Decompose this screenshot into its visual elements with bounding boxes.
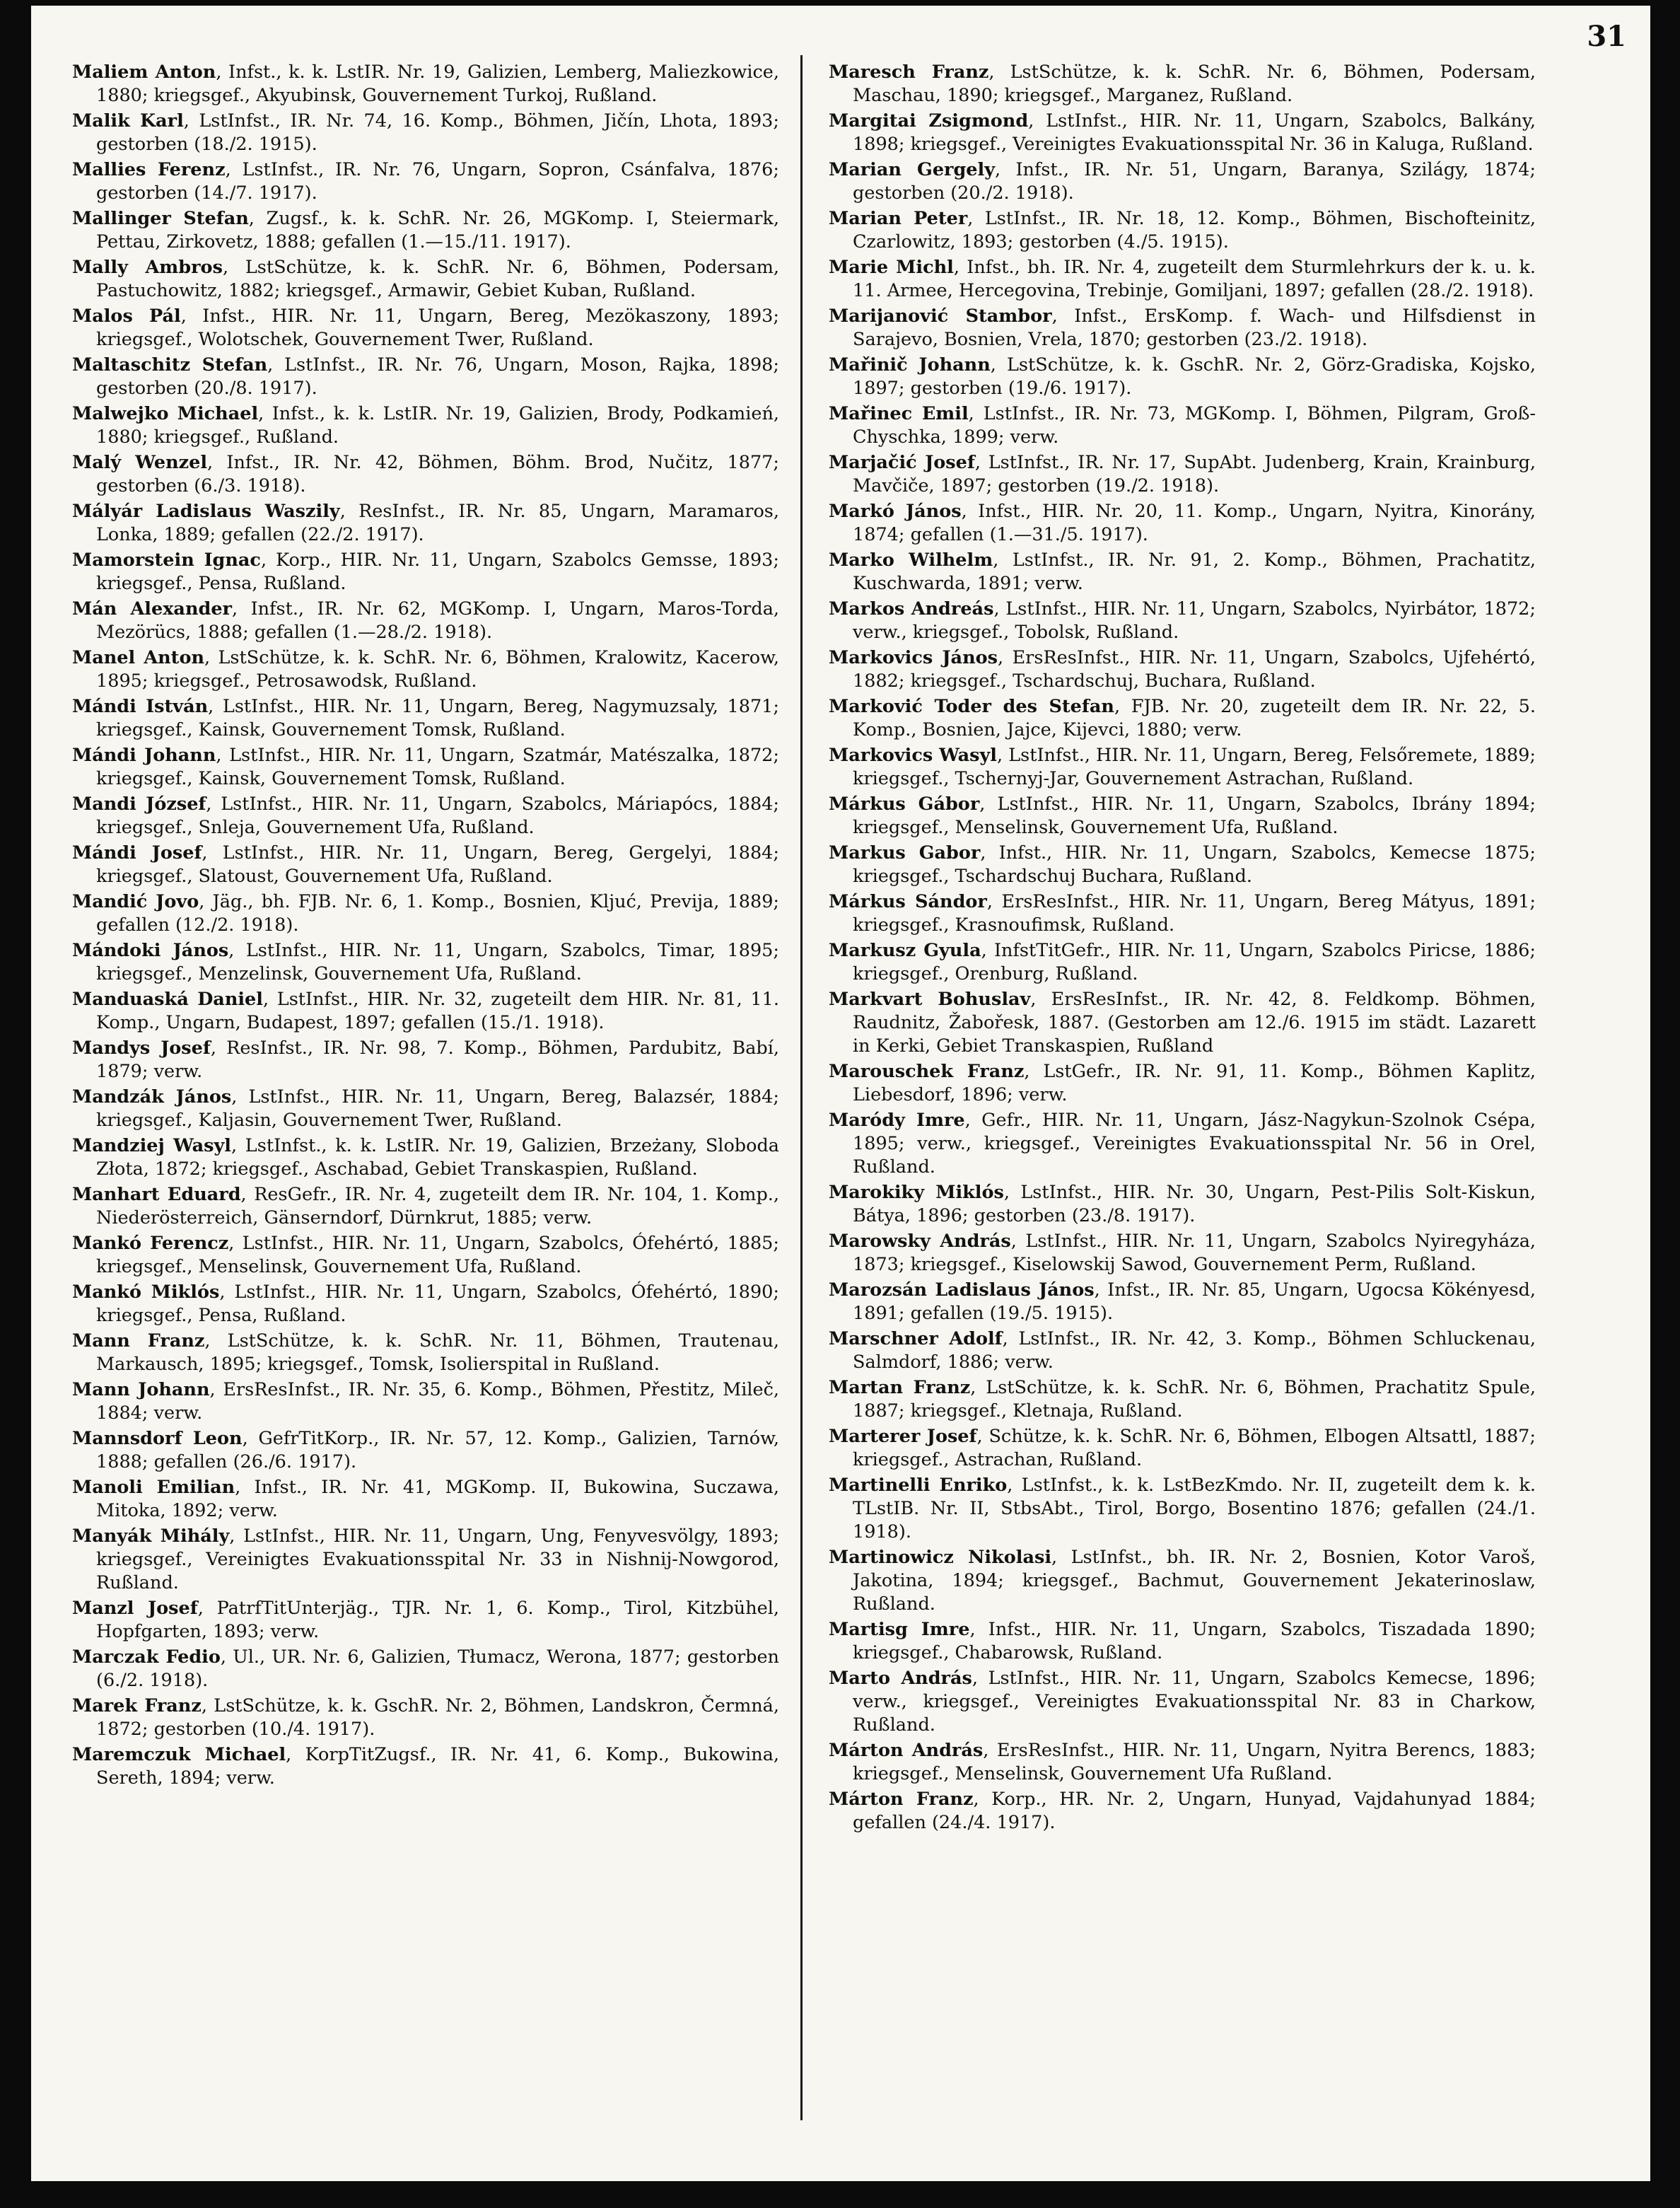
entry-details: Infst., k. k. LstIR. Nr. 19, Galizien, Brody, Podkamień, 1880; kriegsgef., Rußland. [96, 403, 779, 448]
entry-details: LstInfst., k. k. LstBezKmdo. Nr. II, zugeteilt dem k. k. TLstIB. Nr. II, StbsAbt., Tirol, Borgo, Bosentino 1876; gefallen (24./1. 1918). [853, 1475, 1536, 1542]
entry-details: PatrfTitUnterjäg., TJR. Nr. 1, 6. Komp., Tirol, Kitzbühel, Hopfgarten, 1893; verw. [96, 1598, 779, 1642]
entry-name: Martinowicz Nikolasi [829, 1547, 1052, 1568]
entry-details: LstInfst., HIR. Nr. 11, Ungarn, Szabolcs Nyiregyháza, 1873; kriegsgef., Kiselowskij Sawod, Gouvernement Perm, Rußland. [853, 1231, 1536, 1275]
entry-name: Martinelli Enriko [829, 1475, 1008, 1496]
entry-details: LstGefr., IR. Nr. 91, 11. Komp., Böhmen Kaplitz, Liebesdorf, 1896; verw. [853, 1061, 1536, 1105]
entry-name: Margitai Zsigmond [829, 110, 1029, 132]
register-entry: Marowsky András, LstInfst., HIR. Nr. 11, Ungarn, Szabolcs Nyiregyháza, 1873; kriegsgef., Kiselowskij Sawod, Gouvernement Perm, Rußland. [829, 1231, 1536, 1275]
entry-details: LstInfst., HIR. Nr. 32, zugeteilt dem HIR. Nr. 81, 11. Komp., Ungarn, Budapest, 1897; gefallen (15./1. 1918). [96, 989, 779, 1033]
register-entry: Malos Pál, Infst., HIR. Nr. 11, Ungarn, Bereg, Mezökaszony, 1893; kriegsgef., Wolotschek, Gouvernement Twer, Rußland. [72, 306, 779, 350]
entry-name: Manduaská Daniel [72, 989, 263, 1010]
register-entry: Markos Andreás, LstInfst., HIR. Nr. 11, Ungarn, Szabolcs, Nyirbátor, 1872; verw., kriegsgef., Tobolsk, Rußland. [829, 598, 1536, 643]
entry-details: LstInfst., HIR. Nr. 30, Ungarn, Pest-Pilis Solt-Kiskun, Bátya, 1896; gestorben (23./8. 1917). [853, 1182, 1536, 1226]
register-entry: Mándi Josef, LstInfst., HIR. Nr. 11, Ungarn, Bereg, Gergelyi, 1884; kriegsgef., Slatoust, Gouvernement Ufa, Rußland. [72, 842, 780, 887]
entry-details: GefrTitKorp., IR. Nr. 57, 12. Komp., Galizien, Tarnów, 1888; gefallen (26./6. 1917). [96, 1428, 780, 1472]
entry-name: Mann Franz [72, 1330, 205, 1352]
register-entry: Martinowicz Nikolasi, LstInfst., bh. IR. Nr. 2, Bosnien, Kotor Varoš, Jakotina, 1894; kriegsgef., Bachmut, Gouvernement Jekaterinoslaw, Rußland. [829, 1547, 1536, 1615]
register-entry: Mařinič Johann, LstSchütze, k. k. GschR. Nr. 2, Görz-Gradiska, Kojsko, 1897; gestorben (19./6. 1917). [829, 354, 1536, 399]
entry-details: LstSchütze, k. k. GschR. Nr. 2, Görz-Gradiska, Kojsko, 1897; gestorben (19./6. 1917). [853, 354, 1536, 399]
entry-details: Infst., HIR. Nr. 11, Ungarn, Bereg, Mezökaszony, 1893; kriegsgef., Wolotschek, Gouvernement Twer, Rußland. [96, 306, 779, 350]
register-entry: Mann Franz, LstSchütze, k. k. SchR. Nr. 11, Böhmen, Trautenau, Markausch, 1895; kriegsgef., Tomsk, Isolierspital in Rußland. [72, 1330, 780, 1375]
entry-details: LstSchütze, k. k. SchR. Nr. 6, Böhmen, Kralowitz, Kacerow, 1895; kriegsgef., Petrosawodsk, Rußland. [96, 647, 779, 692]
entry-name: Mandziej Wasyl [72, 1135, 231, 1156]
entry-details: LstInfst., IR. Nr. 76, Ungarn, Sopron, Csánfalva, 1876; gestorben (14./7. 1917). [96, 159, 779, 204]
entry-details: LstInfst., k. k. LstIR. Nr. 19, Galizien, Brzeżany, Sloboda Złota, 1872; kriegsgef., Aschabad, Gebiet Transkaspien, Rußland. [96, 1135, 779, 1180]
entry-details: LstInfst., bh. IR. Nr. 2, Bosnien, Kotor Varoš, Jakotina, 1894; kriegsgef., Bachmut, Gouvernement Jekaterinoslaw, Rußland. [853, 1547, 1536, 1615]
register-entry: Marko Wilhelm, LstInfst., IR. Nr. 91, 2. Komp., Böhmen, Prachatitz, Kuschwarda, 1891; verw. [829, 550, 1536, 594]
register-entry: Mandi József, LstInfst., HIR. Nr. 11, Ungarn, Szabolcs, Máriapócs, 1884; kriegsgef., Snleja, Gouvernement Ufa, Rußland. [72, 794, 780, 838]
page-number: 31 [1587, 20, 1626, 53]
register-entry: Marković Toder des Stefan, FJB. Nr. 20, zugeteilt dem IR. Nr. 22, 5. Komp., Bosnien, Jajce, Kijevci, 1880; verw. [829, 696, 1536, 740]
register-entry: Mándoki János, LstInfst., HIR. Nr. 11, Ungarn, Szabolcs, Timar, 1895; kriegsgef., Menzelinsk, Gouvernement Ufa, Rußland. [72, 940, 780, 984]
right-column [829, 61, 1536, 1837]
entry-details: LstSchütze, k. k. SchR. Nr. 6, Böhmen, Podersam, Pastuchowitz, 1882; kriegsgef., Armawir, Gebiet Kuban, Rußland. [96, 257, 780, 301]
entry-details: Infst., IR. Nr. 85, Ungarn, Ugocsa Kökényesd, 1891; gefallen (19./5. 1915). [853, 1279, 1536, 1324]
entry-details: FJB. Nr. 20, zugeteilt dem IR. Nr. 22, 5. Komp., Bosnien, Jajce, Kijevci, 1880; verw. [853, 696, 1536, 740]
entry-details: LstInfst., IR. Nr. 42, 3. Komp., Böhmen Schluckenau, Salmdorf, 1886; verw. [853, 1328, 1536, 1373]
entry-name: Mally Ambros [72, 257, 223, 278]
register-entry: Mandić Jovo, Jäg., bh. FJB. Nr. 6, 1. Komp., Bosnien, Kljuć, Previja, 1889; gefallen (12./2. 1918). [72, 891, 780, 936]
entry-name: Marjačić Josef [829, 452, 975, 473]
register-entry: Mándi Johann, LstInfst., HIR. Nr. 11, Ungarn, Szatmár, Matészalka, 1872; kriegsgef., Kainsk, Gouvernement Tomsk, Rußland. [72, 745, 779, 789]
entry-details: LstInfst., HIR. Nr. 11, Ungarn, Szabolcs, Nyirbátor, 1872; verw., kriegsgef., Tobolsk, Rußland. [853, 598, 1536, 643]
entry-name: Martisg Imre [829, 1619, 970, 1640]
entry-details: Ul., UR. Nr. 6, Galizien, Tłumacz, Werona, 1877; gestorben (6./2. 1918). [96, 1646, 779, 1691]
register-entry: Markovics János, ErsResInfst., HIR. Nr. 11, Ungarn, Szabolcs, Ujfehértó, 1882; kriegsgef., Tschardschuj, Buchara, Rußland. [829, 647, 1536, 692]
entry-name: Marterer Josef [829, 1426, 977, 1447]
entry-details: Gefr., HIR. Nr. 11, Ungarn, Jász-Nagykun-Szolnok Csépa, 1895; verw., kriegsgef., Vereinigtes Evakuationsspital Nr. 56 in Orel, Rußland. [853, 1110, 1536, 1178]
entry-name: Marokiky Miklós [829, 1182, 1004, 1203]
entry-name: Manyák Mihály [72, 1526, 230, 1547]
register-entry: Mán Alexander, Infst., IR. Nr. 62, MGKomp. I, Ungarn, Maros-Torda, Mezörücs, 1888; gefallen (1.—28./2. 1918). [72, 598, 780, 643]
entry-details: InfstTitGefr., HIR. Nr. 11, Ungarn, Szabolcs Piricse, 1886; kriegsgef., Orenburg, Rußland. [853, 940, 1536, 984]
entry-details: LstSchütze, k. k. GschR. Nr. 2, Böhmen, Landskron, Čermná, 1872; gestorben (10./4. 1917). [96, 1695, 779, 1740]
register-entry: Mallies Ferenz, LstInfst., IR. Nr. 76, Ungarn, Sopron, Csánfalva, 1876; gestorben (14./7. 1917). [72, 159, 779, 204]
entry-name: Mandys Josef [72, 1038, 211, 1059]
entry-name: Marko Wilhelm [829, 550, 993, 571]
entry-details: LstInfst., HIR. Nr. 11, Ungarn, Szabolcs, Balkány, 1898; kriegsgef., Vereinigtes Evakuationsspital Nr. 36 in Kaluga, Rußland. [853, 110, 1536, 155]
entry-details: LstInfst., HIR. Nr. 11, Ungarn, Bereg, Felsőremete, 1889; kriegsgef., Tschernyj-Jar, Gouvernement Astrachan, Rußland. [853, 745, 1536, 789]
register-entry: Marian Gergely, Infst., IR. Nr. 51, Ungarn, Baranya, Szilágy, 1874; gestorben (20./2. 1918). [829, 159, 1536, 204]
register-entry: Malwejko Michael, Infst., k. k. LstIR. Nr. 19, Galizien, Brody, Podkamień, 1880; kriegsgef., Rußland. [72, 403, 779, 448]
entry-details: ResGefr., IR. Nr. 4, zugeteilt dem IR. Nr. 104, 1. Komp., Niederösterreich, Gänserndorf, Dürnkrut, 1885; verw. [96, 1184, 779, 1228]
entry-details: Infst., HIR. Nr. 11, Ungarn, Szabolcs, Kemecse 1875; kriegsgef., Tschardschuj Buchara, Rußland. [853, 842, 1536, 887]
register-entry: Manhart Eduard, ResGefr., IR. Nr. 4, zugeteilt dem IR. Nr. 104, 1. Komp., Niederösterreich, Gänserndorf, Dürnkrut, 1885; verw. [72, 1184, 779, 1228]
entry-name: Maródy Imre [829, 1110, 965, 1131]
entry-name: Mallies Ferenz [72, 159, 226, 180]
register-entry: Mankó Ferencz, LstInfst., HIR. Nr. 11, Ungarn, Szabolcs, Ófehértó, 1885; kriegsgef., Menselinsk, Gouvernement Ufa, Rußland. [72, 1233, 779, 1277]
entry-name: Márton Franz [829, 1789, 974, 1810]
register-entry: Marjačić Josef, LstInfst., IR. Nr. 17, SupAbt. Judenberg, Krain, Krainburg, Mavčiče, 1897; gestorben (19./2. 1918). [829, 452, 1536, 496]
entry-name: Marković Toder des Stefan [829, 696, 1114, 717]
entry-details: Infst., IR. Nr. 62, MGKomp. I, Ungarn, Maros-Torda, Mezörücs, 1888; gefallen (1.—28./2. 1918). [96, 598, 780, 643]
entry-details: Korp., HIR. Nr. 11, Ungarn, Szabolcs Gemsse, 1893; kriegsgef., Pensa, Rußland. [96, 550, 779, 594]
register-entry: Maresch Franz, LstSchütze, k. k. SchR. Nr. 6, Böhmen, Podersam, Maschau, 1890; kriegsgef., Marganez, Rußland. [829, 62, 1536, 106]
register-entry: Martan Franz, LstSchütze, k. k. SchR. Nr. 6, Böhmen, Prachatitz Spule, 1887; kriegsgef., Kletnaja, Rußland. [829, 1377, 1536, 1422]
register-entry: Maltaschitz Stefan, LstInfst., IR. Nr. 76, Ungarn, Moson, Rajka, 1898; gestorben (20./8. 1917). [72, 354, 779, 399]
entry-details: Jäg., bh. FJB. Nr. 6, 1. Komp., Bosnien, Kljuć, Previja, 1889; gefallen (12./2. 1918). [96, 891, 780, 936]
entry-name: Mándoki János [72, 940, 229, 961]
entry-name: Márton András [829, 1740, 984, 1761]
entry-details: LstInfst., HIR. Nr. 11, Ungarn, Ung, Fenyvesvölgy, 1893; kriegsgef., Vereinigtes Evakuationsspital Nr. 33 in Nishnij-Nowgorod, Rußland. [96, 1526, 780, 1593]
entry-details: Infst., k. k. LstIR. Nr. 19, Galizien, Lemberg, Maliezkowice, 1880; kriegsgef., Akyubinsk, Gouvernement Turkoj, Rußland. [96, 62, 779, 106]
register-entry: Márkus Gábor, LstInfst., HIR. Nr. 11, Ungarn, Szabolcs, Ibrány 1894; kriegsgef., Menselinsk, Gouvernement Ufa, Rußland. [829, 794, 1536, 838]
entry-details: LstInfst., IR. Nr. 91, 2. Komp., Böhmen, Prachatitz, Kuschwarda, 1891; verw. [853, 550, 1536, 594]
entry-details: LstSchütze, k. k. SchR. Nr. 6, Böhmen, Podersam, Maschau, 1890; kriegsgef., Marganez, Rußland. [853, 62, 1536, 106]
entry-name: Marschner Adolf [829, 1328, 1003, 1349]
entry-name: Malos Pál [72, 306, 181, 327]
entry-name: Mandić Jovo [72, 891, 199, 912]
entry-details: LstInfst., HIR. Nr. 11, Ungarn, Szabolcs Kemecse, 1896; verw., kriegsgef., Vereinigtes Evakuationsspital Nr. 83 in Charkow, Rußland. [853, 1668, 1536, 1736]
entry-name: Mamorstein Ignac [72, 550, 261, 571]
register-entry: Martinelli Enriko, LstInfst., k. k. LstBezKmdo. Nr. II, zugeteilt dem k. k. TLstIB. Nr. II, StbsAbt., Tirol, Borgo, Bosentino 1876; gefallen (24./1. 1918). [829, 1475, 1536, 1542]
entry-details: LstInfst., HIR. Nr. 11, Ungarn, Szabolcs, Timar, 1895; kriegsgef., Menzelinsk, Gouvernement Ufa, Rußland. [96, 940, 780, 984]
entry-name: Marian Peter [829, 208, 968, 229]
register-entry: Mannsdorf Leon, GefrTitKorp., IR. Nr. 57, 12. Komp., Galizien, Tarnów, 1888; gefallen (26./6. 1917). [72, 1428, 780, 1472]
entry-name: Maremczuk Michael [72, 1744, 286, 1765]
register-entry: Mann Johann, ErsResInfst., IR. Nr. 35, 6. Komp., Böhmen, Přestitz, Mileč, 1884; verw. [72, 1379, 779, 1424]
entry-name: Manel Anton [72, 647, 204, 668]
entry-details: Infst., HIR. Nr. 20, 11. Komp., Ungarn, Nyitra, Kinorány, 1874; gefallen (1.—31./5. 1917). [853, 501, 1536, 545]
entry-details: Infst., IR. Nr. 41, MGKomp. II, Bukowina, Suczawa, Mitoka, 1892; verw. [96, 1477, 779, 1521]
entry-details: ErsResInfst., IR. Nr. 35, 6. Komp., Böhmen, Přestitz, Mileč, 1884; verw. [96, 1379, 779, 1424]
register-entry: Mandzák János, LstInfst., HIR. Nr. 11, Ungarn, Bereg, Balazsér, 1884; kriegsgef., Kaljasin, Gouvernement Twer, Rußland. [72, 1086, 779, 1131]
entry-name: Markus Gabor [829, 842, 981, 864]
entry-name: Markovics János [829, 647, 998, 668]
register-entry: Marian Peter, LstInfst., IR. Nr. 18, 12. Komp., Böhmen, Bischofteinitz, Czarlowitz, 1893; gestorben (4./5. 1915). [829, 208, 1536, 252]
entry-name: Mandzák János [72, 1086, 232, 1108]
entry-name: Mannsdorf Leon [72, 1428, 243, 1449]
register-entry: Mamorstein Ignac, Korp., HIR. Nr. 11, Ungarn, Szabolcs Gemsse, 1893; kriegsgef., Pensa, Rußland. [72, 550, 779, 594]
entry-details: Schütze, k. k. SchR. Nr. 6, Böhmen, Elbogen Altsattl, 1887; kriegsgef., Astrachan, Rußland. [853, 1426, 1536, 1470]
entry-name: Mann Johann [72, 1379, 210, 1400]
entry-details: Infst., ErsKomp. f. Wach- und Hilfsdienst in Sarajevo, Bosnien, Vrela, 1870; gestorben (23./2. 1918). [853, 306, 1536, 350]
entry-details: LstInfst., HIR. Nr. 11, Ungarn, Szabolcs, Máriapócs, 1884; kriegsgef., Snleja, Gouvernement Ufa, Rußland. [96, 794, 780, 838]
register-entry: Maremczuk Michael, KorpTitZugsf., IR. Nr. 41, 6. Komp., Bukowina, Sereth, 1894; verw. [72, 1744, 779, 1789]
register-entry: Manduaská Daniel, LstInfst., HIR. Nr. 32, zugeteilt dem HIR. Nr. 81, 11. Komp., Ungarn, Budapest, 1897; gefallen (15./1. 1918). [72, 989, 779, 1033]
entry-details: LstInfst., IR. Nr. 73, MGKomp. I, Böhmen, Pilgram, Groß-Chyschka, 1899; verw. [853, 403, 1536, 448]
entry-details: LstInfst., HIR. Nr. 11, Ungarn, Szabolcs, Ibrány 1894; kriegsgef., Menselinsk, Gouvernement Ufa, Rußland. [853, 794, 1536, 838]
register-entry: Marokiky Miklós, LstInfst., HIR. Nr. 30, Ungarn, Pest-Pilis Solt-Kiskun, Bátya, 1896; gestorben (23./8. 1917). [829, 1182, 1536, 1226]
entry-details: ErsResInfst., IR. Nr. 42, 8. Feldkomp. Böhmen, Raudnitz, Žabořesk, 1887. (Gestorben am 12./6. 1915 im städt. Lazarett in Kerki, Gebiet Transkaspien, Rußland [853, 989, 1536, 1057]
entry-details: Infst., IR. Nr. 51, Ungarn, Baranya, Szilágy, 1874; gestorben (20./2. 1918). [853, 159, 1536, 204]
register-entry: Manoli Emilian, Infst., IR. Nr. 41, MGKomp. II, Bukowina, Suczawa, Mitoka, 1892; verw. [72, 1477, 779, 1521]
entry-name: Mařinič Johann [829, 354, 991, 376]
register-entry: Manyák Mihály, LstInfst., HIR. Nr. 11, Ungarn, Ung, Fenyvesvölgy, 1893; kriegsgef., Vereinigtes Evakuationsspital Nr. 33 in Nishnij-Nowgorod, Rußland. [72, 1526, 780, 1593]
entry-name: Maltaschitz Stefan [72, 354, 268, 376]
entry-name: Markvart Bohuslav [829, 989, 1031, 1010]
entry-details: Infst., bh. IR. Nr. 4, zugeteilt dem Sturmlehrkurs der k. u. k. 11. Armee, Hercegovina, Trebinje, Gomiljani, 1897; gefallen (28./2. 1918). [853, 257, 1536, 301]
entry-details: ResInfst., IR. Nr. 85, Ungarn, Maramaros, Lonka, 1889; gefallen (22./2. 1917). [96, 501, 779, 545]
entry-name: Markovics Wasyl [829, 745, 997, 766]
entry-details: LstInfst., IR. Nr. 17, SupAbt. Judenberg, Krain, Krainburg, Mavčiče, 1897; gestorben (19./2. 1918). [853, 452, 1536, 496]
register-entry: Mařinec Emil, LstInfst., IR. Nr. 73, MGKomp. I, Böhmen, Pilgram, Groß-Chyschka, 1899; verw. [829, 403, 1536, 448]
entry-name: Mallinger Stefan [72, 208, 249, 229]
entry-details: LstInfst., HIR. Nr. 11, Ungarn, Szabolcs, Ófehértó, 1885; kriegsgef., Menselinsk, Gouvernement Ufa, Rußland. [96, 1233, 779, 1277]
entry-details: ErsResInfst., HIR. Nr. 11, Ungarn, Nyitra Berencs, 1883; kriegsgef., Menselinsk, Gouvernement Ufa Rußland. [853, 1740, 1536, 1784]
register-entry: Manzl Josef, PatrfTitUnterjäg., TJR. Nr. 1, 6. Komp., Tirol, Kitzbühel, Hopfgarten, 1893; verw. [72, 1598, 779, 1642]
entry-name: Malik Karl [72, 110, 184, 132]
register-entry: Markus Gabor, Infst., HIR. Nr. 11, Ungarn, Szabolcs, Kemecse 1875; kriegsgef., Tschardschuj Buchara, Rußland. [829, 842, 1536, 887]
register-entry: Márton Franz, Korp., HR. Nr. 2, Ungarn, Hunyad, Vajdahunyad 1884; gefallen (24./4. 1917). [829, 1789, 1536, 1833]
entry-name: Marouschek Franz [829, 1061, 1025, 1082]
entry-name: Mankó Miklós [72, 1282, 220, 1303]
entry-name: Markos Andreás [829, 598, 994, 620]
document-page [31, 6, 1650, 2181]
entry-details: LstSchütze, k. k. SchR. Nr. 11, Böhmen, Trautenau, Markausch, 1895; kriegsgef., Tomsk, Isolierspital in Rußland. [96, 1330, 780, 1375]
register-entry: Mankó Miklós, LstInfst., HIR. Nr. 11, Ungarn, Szabolcs, Ófehértó, 1890; kriegsgef., Pensa, Rußland. [72, 1282, 779, 1326]
entry-name: Maliem Anton [72, 62, 216, 83]
register-entry: Markvart Bohuslav, ErsResInfst., IR. Nr. 42, 8. Feldkomp. Böhmen, Raudnitz, Žabořesk, 1887. (Gestorben am 12./6. 1915 im städt. Lazarett in Kerki, Gebiet Transkaspien, Rußland [829, 989, 1536, 1057]
entry-name: Martan Franz [829, 1377, 971, 1398]
register-entry: Maródy Imre, Gefr., HIR. Nr. 11, Ungarn, Jász-Nagykun-Szolnok Csépa, 1895; verw., kriegsgef., Vereinigtes Evakuationsspital Nr. 56 in Orel, Rußland. [829, 1110, 1536, 1178]
entry-name: Marozsán Ladislaus János [829, 1279, 1095, 1301]
entry-name: Marek Franz [72, 1695, 202, 1716]
register-entry: Markusz Gyula, InfstTitGefr., HIR. Nr. 11, Ungarn, Szabolcs Piricse, 1886; kriegsgef., Orenburg, Rußland. [829, 940, 1536, 984]
entry-details: LstInfst., HIR. Nr. 11, Ungarn, Bereg, Balazsér, 1884; kriegsgef., Kaljasin, Gouvernement Twer, Rußland. [96, 1086, 779, 1131]
register-entry: Mándi István, LstInfst., HIR. Nr. 11, Ungarn, Bereg, Nagymuzsaly, 1871; kriegsgef., Kainsk, Gouvernement Tomsk, Rußland. [72, 696, 779, 740]
entry-name: Markó János [829, 501, 962, 522]
entry-name: Márkus Sándor [829, 891, 987, 912]
entry-name: Mařinec Emil [829, 403, 969, 424]
register-entry: Markovics Wasyl, LstInfst., HIR. Nr. 11, Ungarn, Bereg, Felsőremete, 1889; kriegsgef., Tschernyj-Jar, Gouvernement Astrachan, Rußland. [829, 745, 1536, 789]
entry-name: Mándi Josef [72, 842, 202, 864]
entry-details: LstInfst., IR. Nr. 74, 16. Komp., Böhmen, Jičín, Lhota, 1893; gestorben (18./2. 1915). [96, 110, 779, 155]
entry-name: Mán Alexander [72, 598, 232, 620]
entry-name: Mándi István [72, 696, 209, 717]
column-divider [800, 55, 803, 2120]
entry-name: Malý Wenzel [72, 452, 208, 473]
entry-name: Manhart Eduard [72, 1184, 241, 1205]
entry-name: Maresch Franz [829, 62, 989, 83]
entry-details: LstInfst., HIR. Nr. 11, Ungarn, Szatmár, Matészalka, 1872; kriegsgef., Kainsk, Gouvernement Tomsk, Rußland. [96, 745, 779, 789]
entry-name: Marto András [829, 1668, 972, 1689]
entry-details: Infst., IR. Nr. 42, Böhmen, Böhm. Brod, Nučitz, 1877; gestorben (6./3. 1918). [96, 452, 779, 496]
register-entry: Mallinger Stefan, Zugsf., k. k. SchR. Nr. 26, MGKomp. I, Steiermark, Pettau, Zirkovetz, 1888; gefallen (1.—15./11. 1917). [72, 208, 780, 252]
register-entry: Margitai Zsigmond, LstInfst., HIR. Nr. 11, Ungarn, Szabolcs, Balkány, 1898; kriegsgef., Vereinigtes Evakuationsspital Nr. 36 in Kaluga, Rußland. [829, 110, 1536, 155]
entry-name: Malwejko Michael [72, 403, 259, 424]
entry-name: Márkus Gábor [829, 794, 980, 815]
register-entry: Martisg Imre, Infst., HIR. Nr. 11, Ungarn, Szabolcs, Tiszadada 1890; kriegsgef., Chabarowsk, Rußland. [829, 1619, 1536, 1663]
register-entry: Marterer Josef, Schütze, k. k. SchR. Nr. 6, Böhmen, Elbogen Altsattl, 1887; kriegsgef., Astrachan, Rußland. [829, 1426, 1536, 1470]
entry-details: LstSchütze, k. k. SchR. Nr. 6, Böhmen, Prachatitz Spule, 1887; kriegsgef., Kletnaja, Rußland. [853, 1377, 1536, 1422]
entry-details: LstInfst., IR. Nr. 76, Ungarn, Moson, Rajka, 1898; gestorben (20./8. 1917). [96, 354, 779, 399]
register-entry: Marschner Adolf, LstInfst., IR. Nr. 42, 3. Komp., Böhmen Schluckenau, Salmdorf, 1886; verw. [829, 1328, 1536, 1373]
entry-details: ResInfst., IR. Nr. 98, 7. Komp., Böhmen, Pardubitz, Babí, 1879; verw. [96, 1038, 779, 1082]
entry-details: ErsResInfst., HIR. Nr. 11, Ungarn, Bereg Mátyus, 1891; kriegsgef., Krasnoufimsk, Rußland. [853, 891, 1536, 936]
entry-name: Marijanović Stambor [829, 306, 1052, 327]
register-entry: Markó János, Infst., HIR. Nr. 20, 11. Komp., Ungarn, Nyitra, Kinorány, 1874; gefallen (1.—31./5. 1917). [829, 501, 1536, 545]
register-entry: Márton András, ErsResInfst., HIR. Nr. 11, Ungarn, Nyitra Berencs, 1883; kriegsgef., Menselinsk, Gouvernement Ufa Rußland. [829, 1740, 1536, 1784]
register-entry: Marouschek Franz, LstGefr., IR. Nr. 91, 11. Komp., Böhmen Kaplitz, Liebesdorf, 1896; verw. [829, 1061, 1536, 1105]
entry-details: KorpTitZugsf., IR. Nr. 41, 6. Komp., Bukowina, Sereth, 1894; verw. [96, 1744, 779, 1789]
register-entry: Manel Anton, LstSchütze, k. k. SchR. Nr. 6, Böhmen, Kralowitz, Kacerow, 1895; kriegsgef., Petrosawodsk, Rußland. [72, 647, 779, 692]
entry-details: Korp., HR. Nr. 2, Ungarn, Hunyad, Vajdahunyad 1884; gefallen (24./4. 1917). [853, 1789, 1536, 1833]
entry-name: Mándi Johann [72, 745, 216, 766]
register-entry: Marek Franz, LstSchütze, k. k. GschR. Nr. 2, Böhmen, Landskron, Čermná, 1872; gestorben (10./4. 1917). [72, 1695, 779, 1740]
register-entry: Marczak Fedio, Ul., UR. Nr. 6, Galizien, Tłumacz, Werona, 1877; gestorben (6./2. 1918). [72, 1646, 779, 1691]
entry-name: Manoli Emilian [72, 1477, 235, 1498]
entry-details: ErsResInfst., HIR. Nr. 11, Ungarn, Szabolcs, Ujfehértó, 1882; kriegsgef., Tschardschuj, Buchara, Rußland. [853, 647, 1536, 692]
register-entry: Malý Wenzel, Infst., IR. Nr. 42, Böhmen, Böhm. Brod, Nučitz, 1877; gestorben (6./3. 1918). [72, 452, 779, 496]
entry-details: LstInfst., IR. Nr. 18, 12. Komp., Böhmen, Bischofteinitz, Czarlowitz, 1893; gestorben (4./5. 1915). [853, 208, 1536, 252]
register-entry: Marijanović Stambor, Infst., ErsKomp. f. Wach- und Hilfsdienst in Sarajevo, Bosnien, Vrela, 1870; gestorben (23./2. 1918). [829, 306, 1536, 350]
register-entry: Maliem Anton, Infst., k. k. LstIR. Nr. 19, Galizien, Lemberg, Maliezkowice, 1880; kriegsgef., Akyubinsk, Gouvernement Turkoj, Rußland. [72, 62, 779, 106]
register-entry: Marto András, LstInfst., HIR. Nr. 11, Ungarn, Szabolcs Kemecse, 1896; verw., kriegsgef., Vereinigtes Evakuationsspital Nr. 83 in Charkow, Rußland. [829, 1668, 1536, 1736]
register-entry: Malik Karl, LstInfst., IR. Nr. 74, 16. Komp., Böhmen, Jičín, Lhota, 1893; gestorben (18./2. 1915). [72, 110, 779, 155]
entry-name: Marowsky András [829, 1231, 1011, 1252]
entry-details: LstInfst., HIR. Nr. 11, Ungarn, Szabolcs, Ófehértó, 1890; kriegsgef., Pensa, Rußland. [96, 1282, 779, 1326]
register-entry: Marie Michl, Infst., bh. IR. Nr. 4, zugeteilt dem Sturmlehrkurs der k. u. k. 11. Armee, Hercegovina, Trebinje, Gomiljani, 1897; gefallen (28./2. 1918). [829, 257, 1536, 301]
entry-details: LstInfst., HIR. Nr. 11, Ungarn, Bereg, Nagymuzsaly, 1871; kriegsgef., Kainsk, Gouvernement Tomsk, Rußland. [96, 696, 779, 740]
register-entry: Marozsán Ladislaus János, Infst., IR. Nr. 85, Ungarn, Ugocsa Kökényesd, 1891; gefallen (19./5. 1915). [829, 1279, 1536, 1324]
left-column [72, 61, 779, 1792]
entry-name: Mandi József [72, 794, 206, 815]
entry-details: Infst., HIR. Nr. 11, Ungarn, Szabolcs, Tiszadada 1890; kriegsgef., Chabarowsk, Rußland. [853, 1619, 1536, 1663]
entry-name: Markusz Gyula [829, 940, 981, 961]
register-entry: Mandys Josef, ResInfst., IR. Nr. 98, 7. Komp., Böhmen, Pardubitz, Babí, 1879; verw. [72, 1038, 779, 1082]
entry-name: Mankó Ferencz [72, 1233, 229, 1254]
entry-details: LstInfst., HIR. Nr. 11, Ungarn, Bereg, Gergelyi, 1884; kriegsgef., Slatoust, Gouvernement Ufa, Rußland. [96, 842, 780, 887]
entry-details: Zugsf., k. k. SchR. Nr. 26, MGKomp. I, Steiermark, Pettau, Zirkovetz, 1888; gefallen (1.—15./11. 1917). [96, 208, 780, 252]
entry-name: Marie Michl [829, 257, 954, 278]
register-entry: Mally Ambros, LstSchütze, k. k. SchR. Nr. 6, Böhmen, Podersam, Pastuchowitz, 1882; kriegsgef., Armawir, Gebiet Kuban, Rußland. [72, 257, 780, 301]
entry-name: Manzl Josef [72, 1598, 198, 1619]
register-entry: Mandziej Wasyl, LstInfst., k. k. LstIR. Nr. 19, Galizien, Brzeżany, Sloboda Złota, 1872; kriegsgef., Aschabad, Gebiet Transkaspien, Rußland. [72, 1135, 779, 1180]
entry-name: Mályár Ladislaus Waszily [72, 501, 340, 522]
entry-name: Marczak Fedio [72, 1646, 221, 1668]
register-entry: Mályár Ladislaus Waszily, ResInfst., IR. Nr. 85, Ungarn, Maramaros, Lonka, 1889; gefallen (22./2. 1917). [72, 501, 779, 545]
register-entry: Márkus Sándor, ErsResInfst., HIR. Nr. 11, Ungarn, Bereg Mátyus, 1891; kriegsgef., Krasnoufimsk, Rußland. [829, 891, 1536, 936]
entry-name: Marian Gergely [829, 159, 996, 180]
